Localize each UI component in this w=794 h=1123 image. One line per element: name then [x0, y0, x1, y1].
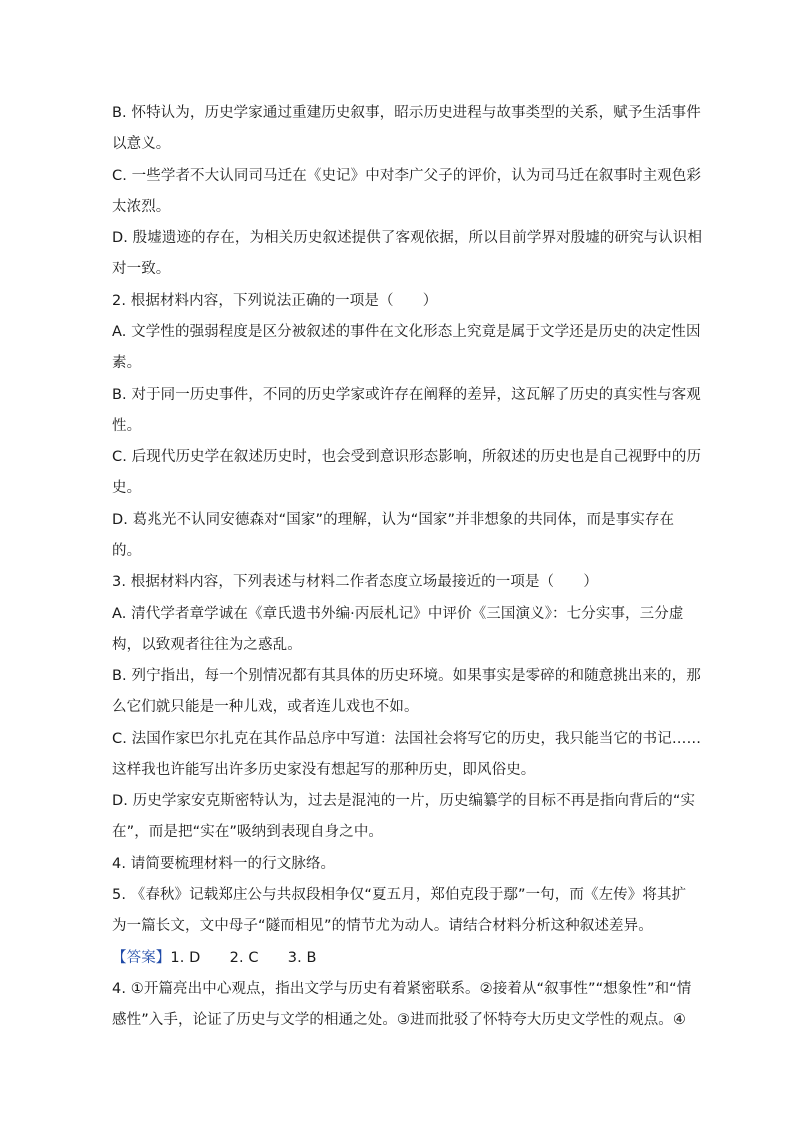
question-2-stem: 2. 根据材料内容，下列说法正确的一项是（ ） [112, 293, 438, 309]
text-line: D. 葛兆光不认同安德森对“国家”的理解，认为“国家”并非想象的共同体，而是事实存在 [112, 512, 675, 528]
text-line: B. 列宁指出，每一个别情况都有其具体的历史环境。如果事实是零碎的和随意挑出来的，那 [112, 668, 701, 684]
text-line: A. 清代学者章学诚在《章氏遗书外编·丙辰札记》中评价《三国演义》：七分实事，三分虚 [112, 606, 684, 622]
text-line: 素。 [112, 355, 142, 371]
text-line: 性。 [112, 418, 142, 434]
question-3-stem: 3. 根据材料内容，下列表述与材料二作者态度立场最接近的一项是（ ） [112, 574, 598, 590]
text-line: C. 法国作家巴尔扎克在其作品总序中写道：法国社会将写它的历史，我只能当它的书记…… [112, 731, 702, 747]
text-line: B. 怀特认为，历史学家通过重建历史叙事，昭示历史进程与故事类型的关系，赋予生活事件 [112, 105, 701, 121]
text-line: 这样我也许能写出许多历史家没有想起写的那种历史，即风俗史。 [112, 762, 536, 778]
text-line: D. 殷墟遗迹的存在，为相关历史叙述提供了客观依据，所以目前学界对殷墟的研究与认识相 [112, 230, 703, 246]
text-line: 在”，而是把“实在”吸纳到表现自身之中。 [112, 824, 384, 840]
text-line: 4. ①开篇亮出中心观点，指出文学与历史有着紧密联系。②接着从“叙事性”“想象性”和“情 [112, 981, 692, 997]
answer-line [112, 948, 712, 968]
text-line: B. 对于同一历史事件，不同的历史学家或许存在阐释的差异，这瓦解了历史的真实性与客观 [112, 387, 701, 403]
text-line: C. 一些学者不大认同司马迁在《史记》中对李广父子的评价，认为司马迁在叙事时主观色彩 [112, 168, 702, 184]
text-line: A. 文学性的强弱程度是区分被叙述的事件在文化形态上究竟是属于文学还是历史的决定性因 [112, 324, 701, 340]
text-line: 感性”入手，论证了历史与文学的相通之处。③进而批驳了怀特夸大历史文学性的观点。④ [112, 1012, 687, 1028]
text-line: 构，以致观者往往为之惑乱。 [112, 637, 302, 653]
text-line: D. 历史学家安克斯密特认为，过去是混沌的一片，历史编纂学的目标不再是指向背后的“实 [112, 793, 696, 809]
text-line: 以意义。 [112, 136, 171, 152]
text-line: 对一致。 [112, 261, 171, 277]
text-line: 为一篇长文，文中母子“隧而相见”的情节尤为动人。请结合材料分析这种叙述差异。 [112, 918, 653, 934]
text-line: 么它们就只能是一种儿戏，或者连儿戏也不如。 [112, 699, 419, 715]
text-line: 太浓烈。 [112, 199, 171, 215]
text-line: 史。 [112, 480, 142, 496]
question-5-stem: 5. 《春秋》记载郑庄公与共叔段相争仅“夏五月，郑伯克段于鄢”一句，而《左传》将其扩 [112, 887, 687, 903]
answer-text: 1. D 2. C 3. B [170, 950, 317, 966]
text-line: C. 后现代历史学在叙述历史时，也会受到意识形态影响，所叙述的历史也是自己视野中的历 [112, 449, 702, 465]
answer-tag: 【答案】 [112, 950, 171, 966]
text-line: 的。 [112, 543, 142, 559]
question-4-stem: 4. 请简要梳理材料一的行文脉络。 [112, 856, 336, 872]
